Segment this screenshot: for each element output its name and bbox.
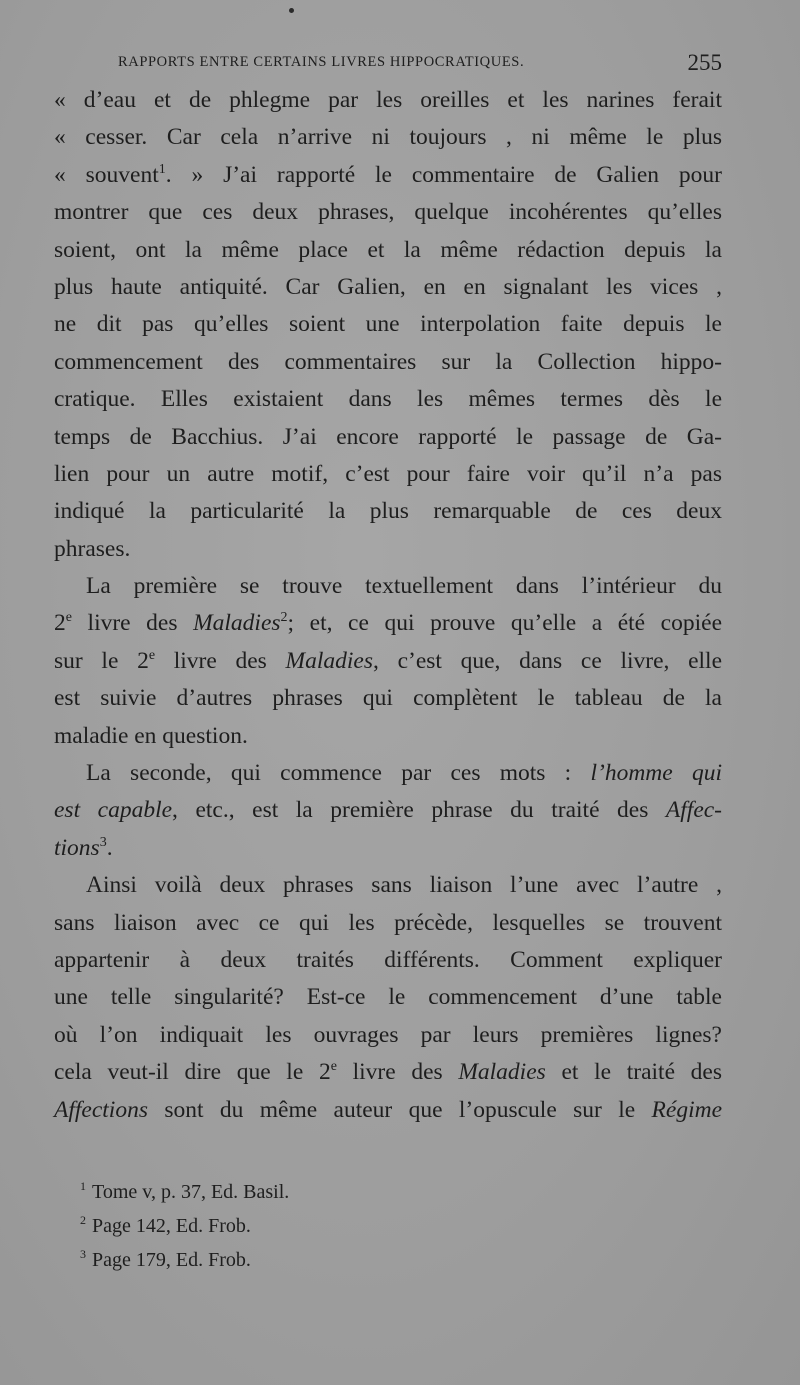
text-line: ne dit pas qu’elles soient une interpolation faite depuis le [54,311,722,338]
footnote: $^1$ Tome v, p. 37, Ed. Basil. [80,1179,290,1203]
text-line: Ainsi voilà deux phrases sans liaison l’une avec l’autre , [86,872,722,899]
work-title: Régime [651,1096,722,1123]
text-line: La seconde, qui commence par ces mots : l’homme qui [86,760,722,787]
running-title: RAPPORTS ENTRE CERTAINS LIVRES HIPPOCRATIQUES. [118,54,525,70]
page-number: 255 [687,50,722,75]
text-line: indiqué la particularité la plus remarquable de ces deux [54,498,722,525]
work-title: Maladies [285,647,373,674]
text-line: sur le 2e livre des Maladies, c’est que, dans ce livre, elle [54,647,723,674]
text-line: sans liaison avec ce qui les précède, lesquelles se trouvent [54,909,722,936]
text-line: montrer que ces deux phrases, quelque incohérentes qu’elles [54,199,722,226]
ink-speck [289,8,294,13]
text-line: « cesser. Car cela n’arrive ni toujours , ni même le plus [54,124,722,151]
footnote: $^3$ Page 179, Ed. Frob. [80,1247,251,1271]
text-line: cela veut-il dire que le 2e livre des Maladies et le traité des [54,1059,722,1086]
text-line: où l’on indiquait les ouvrages par leurs premières lignes? [54,1021,722,1048]
running-head [118,50,722,78]
work-title: Maladies [458,1059,546,1086]
work-title: Maladies [193,610,281,637]
text-line: 2e livre des Maladies$^2$; et, ce qui prouve qu’elle a été copiée [54,610,722,637]
text-line: est suivie d’autres phrases qui complètent le tableau de la [54,685,722,712]
text-line: temps de Bacchius. J’ai encore rapporté le passage de Ga- [54,423,722,450]
text-line: une telle singularité? Est-ce le commencement d’une table [54,984,722,1011]
text-line: maladie en question. [54,722,248,749]
text-line: tions$^3$. [54,834,113,861]
footnote-ref[interactable]: 2 [280,610,288,626]
text-line: appartenir à deux traités différents. Comment expliquer [54,946,722,973]
text-line: soient, ont la même place et la même rédaction depuis la [54,236,722,263]
text-line: « d’eau et de phlegme par les oreilles et les narines ferait [54,87,722,113]
text-line: cratique. Elles existaient dans les mêmes termes dès le [54,386,722,413]
footnote: $^2$ Page 142, Ed. Frob. [80,1213,251,1237]
text-line: commencement des commentaires sur la Collection hippo- [54,348,722,375]
body-text [54,82,722,1129]
text-line: phrases. [54,535,131,562]
work-title: Affec- [665,797,723,824]
text-line: plus haute antiquité. Car Galien, en en signalant les vices , [54,273,722,300]
work-title: tions [54,834,100,861]
work-title: Affections [54,1096,148,1123]
text-line: Affections sont du même auteur que l’opuscule sur le Régime [54,1096,722,1123]
text-line: La première se trouve textuellement dans l’intérieur du [86,573,722,600]
text-line: est capable, etc., est la première phrase du traité des Affec- [54,797,723,824]
footnotes [80,1175,289,1277]
footnote-ref[interactable]: 1 [158,161,166,177]
footnote-ref[interactable]: 3 [99,834,107,850]
text-line: lien pour un autre motif, c’est pour faire voir qu’il n’a pas [54,460,722,487]
text-line: « souvent$^1$. » J’ai rapporté le commentaire de Galien pour [54,161,722,188]
